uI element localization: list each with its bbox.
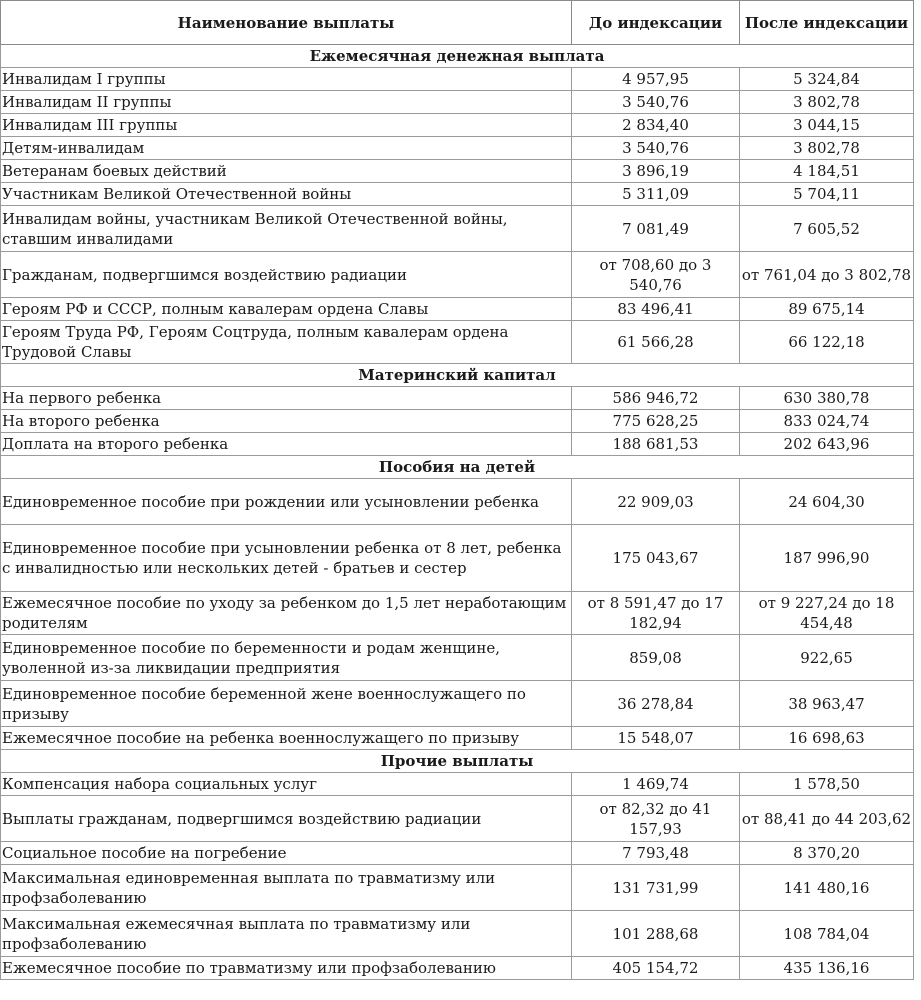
value-after: 7 605,52 xyxy=(740,206,914,252)
section-title: Материнский капитал xyxy=(1,364,914,387)
table-row xyxy=(1,479,914,525)
table-row xyxy=(1,114,914,137)
table-row xyxy=(1,298,914,321)
value-after: 5 324,84 xyxy=(740,68,914,91)
section-row xyxy=(1,364,914,387)
header-row xyxy=(1,1,914,45)
value-before: 5 311,09 xyxy=(572,183,740,206)
value-after: 16 698,63 xyxy=(740,727,914,750)
value-before: 36 278,84 xyxy=(572,681,740,727)
payment-name: Выплаты гражданам, подвергшимся воздействию радиации xyxy=(1,796,572,842)
table-row xyxy=(1,321,914,364)
table-row xyxy=(1,957,914,980)
value-before: от 82,32 до 41 157,93 xyxy=(572,796,740,842)
value-after: от 9 227,24 до 18 454,48 xyxy=(740,592,914,635)
table-row xyxy=(1,911,914,957)
value-after: 108 784,04 xyxy=(740,911,914,957)
value-after: 38 963,47 xyxy=(740,681,914,727)
value-after: 922,65 xyxy=(740,635,914,681)
payment-name: На первого ребенка xyxy=(1,387,572,410)
table-row xyxy=(1,183,914,206)
section-title: Пособия на детей xyxy=(1,456,914,479)
value-before: 405 154,72 xyxy=(572,957,740,980)
value-after: 3 802,78 xyxy=(740,137,914,160)
payment-name: Ветеранам боевых действий xyxy=(1,160,572,183)
value-after: 8 370,20 xyxy=(740,842,914,865)
value-after: 435 136,16 xyxy=(740,957,914,980)
table-row xyxy=(1,773,914,796)
value-before: 3 540,76 xyxy=(572,137,740,160)
value-before: от 8 591,47 до 17 182,94 xyxy=(572,592,740,635)
value-before: 3 896,19 xyxy=(572,160,740,183)
value-after: 89 675,14 xyxy=(740,298,914,321)
value-before: 4 957,95 xyxy=(572,68,740,91)
payment-name: Гражданам, подвергшимся воздействию радиации xyxy=(1,252,572,298)
value-after: 24 604,30 xyxy=(740,479,914,525)
payment-name: Участникам Великой Отечественной войны xyxy=(1,183,572,206)
value-after: 4 184,51 xyxy=(740,160,914,183)
table-row xyxy=(1,635,914,681)
table-row xyxy=(1,592,914,635)
payment-name: Максимальная единовременная выплата по травматизму или профзаболеванию xyxy=(1,865,572,911)
section-row xyxy=(1,750,914,773)
value-before: 3 540,76 xyxy=(572,91,740,114)
payment-name: Доплата на второго ребенка xyxy=(1,433,572,456)
payment-name: Единовременное пособие беременной жене военнослужащего по призыву xyxy=(1,681,572,727)
value-before: 188 681,53 xyxy=(572,433,740,456)
payment-name: Ежемесячное пособие по уходу за ребенком до 1,5 лет неработающим родителям xyxy=(1,592,572,635)
value-before: 83 496,41 xyxy=(572,298,740,321)
value-before: 101 288,68 xyxy=(572,911,740,957)
payment-name: Максимальная ежемесячная выплата по травматизму или профзаболеванию xyxy=(1,911,572,957)
table-body xyxy=(1,45,914,980)
value-after: 5 704,11 xyxy=(740,183,914,206)
table-row xyxy=(1,410,914,433)
table-row xyxy=(1,796,914,842)
table-row xyxy=(1,433,914,456)
payment-name: Инвалидам III группы xyxy=(1,114,572,137)
payment-name: Героям Труда РФ, Героям Соцтруда, полным кавалерам ордена Трудовой Славы xyxy=(1,321,572,364)
value-before: 61 566,28 xyxy=(572,321,740,364)
table-row xyxy=(1,865,914,911)
value-after: 630 380,78 xyxy=(740,387,914,410)
payment-name: Ежемесячное пособие на ребенка военнослужащего по призыву xyxy=(1,727,572,750)
table-row xyxy=(1,727,914,750)
value-after: 3 802,78 xyxy=(740,91,914,114)
payment-name: Единовременное пособие при усыновлении ребенка от 8 лет, ребенка с инвалидностью или нескольких детей - братьев и сестер xyxy=(1,525,572,592)
payment-name: Ежемесячное пособие по травматизму или профзаболеванию xyxy=(1,957,572,980)
header-before: До индексации xyxy=(572,1,740,45)
payment-name: Детям-инвалидам xyxy=(1,137,572,160)
value-before: 22 909,03 xyxy=(572,479,740,525)
section-row xyxy=(1,456,914,479)
payment-name: На второго ребенка xyxy=(1,410,572,433)
payment-name: Инвалидам I группы xyxy=(1,68,572,91)
value-before: 131 731,99 xyxy=(572,865,740,911)
payment-name: Инвалидам II группы xyxy=(1,91,572,114)
payment-name: Единовременное пособие по беременности и родам женщине, уволенной из-за ликвидации предприятия xyxy=(1,635,572,681)
value-after: от 88,41 до 44 203,62 xyxy=(740,796,914,842)
value-after: от 761,04 до 3 802,78 xyxy=(740,252,914,298)
value-after: 141 480,16 xyxy=(740,865,914,911)
value-after: 202 643,96 xyxy=(740,433,914,456)
value-before: 586 946,72 xyxy=(572,387,740,410)
table-row xyxy=(1,206,914,252)
value-before: от 708,60 до 3 540,76 xyxy=(572,252,740,298)
payment-name: Компенсация набора социальных услуг xyxy=(1,773,572,796)
value-before: 775 628,25 xyxy=(572,410,740,433)
value-after: 187 996,90 xyxy=(740,525,914,592)
table-row xyxy=(1,842,914,865)
table-row xyxy=(1,387,914,410)
payment-name: Единовременное пособие при рождении или усыновлении ребенка xyxy=(1,479,572,525)
value-before: 175 043,67 xyxy=(572,525,740,592)
value-before: 7 793,48 xyxy=(572,842,740,865)
table-row xyxy=(1,160,914,183)
payment-name: Героям РФ и СССР, полным кавалерам ордена Славы xyxy=(1,298,572,321)
value-after: 66 122,18 xyxy=(740,321,914,364)
value-before: 15 548,07 xyxy=(572,727,740,750)
table-row xyxy=(1,137,914,160)
value-before: 7 081,49 xyxy=(572,206,740,252)
table-row xyxy=(1,681,914,727)
value-after: 3 044,15 xyxy=(740,114,914,137)
value-after: 833 024,74 xyxy=(740,410,914,433)
value-before: 2 834,40 xyxy=(572,114,740,137)
section-title: Прочие выплаты xyxy=(1,750,914,773)
payment-name: Социальное пособие на погребение xyxy=(1,842,572,865)
value-before: 1 469,74 xyxy=(572,773,740,796)
table-row xyxy=(1,525,914,592)
section-title: Ежемесячная денежная выплата xyxy=(1,45,914,68)
value-after: 1 578,50 xyxy=(740,773,914,796)
section-row xyxy=(1,45,914,68)
header-after: После индексации xyxy=(740,1,914,45)
payment-name: Инвалидам войны, участникам Великой Отечественной войны, ставшим инвалидами xyxy=(1,206,572,252)
header-name: Наименование выплаты xyxy=(1,1,572,45)
table-row xyxy=(1,68,914,91)
table-row xyxy=(1,91,914,114)
value-before: 859,08 xyxy=(572,635,740,681)
table-row xyxy=(1,252,914,298)
